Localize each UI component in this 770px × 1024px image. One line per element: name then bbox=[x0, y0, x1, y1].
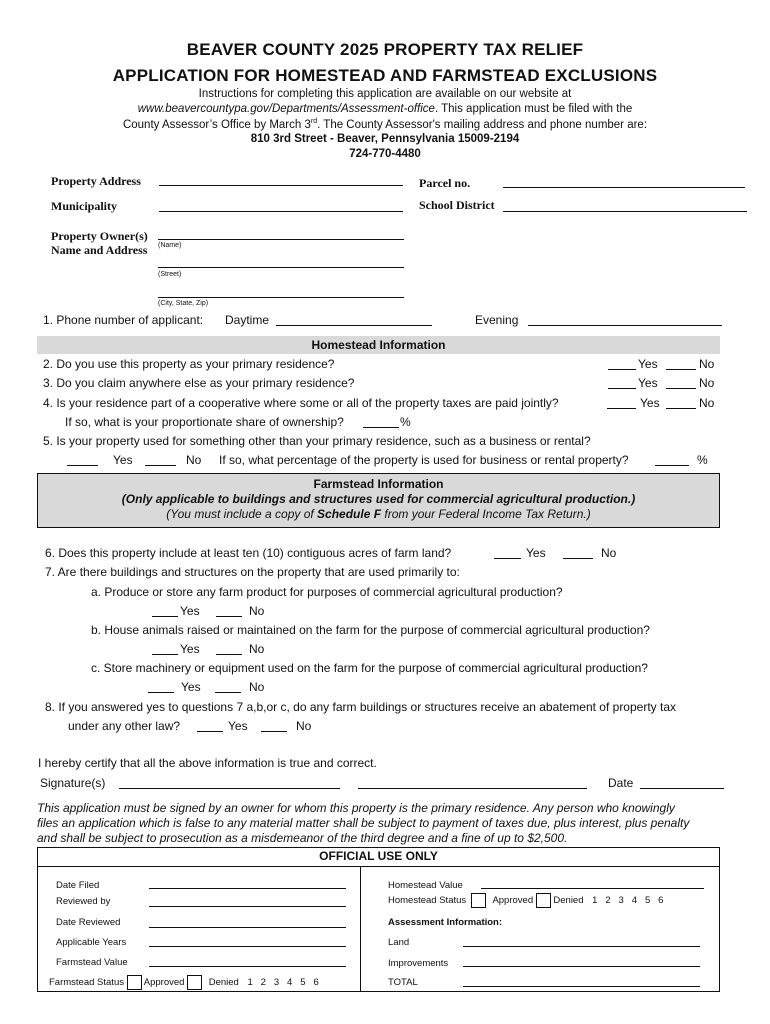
farmstead-sub2 bbox=[38, 507, 719, 521]
reviewed-by-field[interactable] bbox=[149, 906, 346, 907]
q5-text: 5. Is your property used for something other than your primary residence, such as a business or rental? bbox=[43, 434, 591, 448]
name-hint: (Name) bbox=[158, 242, 182, 249]
q5-yes: Yes bbox=[113, 453, 133, 467]
farmstead-sub2-c: from your Federal Income Tax Return.) bbox=[381, 507, 591, 521]
q8-no-blank[interactable] bbox=[261, 731, 287, 732]
homestead-value-field[interactable] bbox=[481, 888, 704, 889]
q2-text: 2. Do you use this property as your primary residence? bbox=[43, 357, 335, 371]
homestead-header: Homestead Information bbox=[311, 338, 446, 352]
warning-line1: This application must be signed by an owner for whom this property is the primary residence. Any person who knowingly bbox=[37, 801, 675, 815]
total-label: TOTAL bbox=[388, 977, 418, 988]
q8-text: 8. If you answered yes to questions 7 a,b,or c, do any farm buildings or structures receive an abatement of property tax bbox=[45, 700, 677, 714]
date-reviewed-field[interactable] bbox=[149, 927, 346, 928]
homestead-header-bar bbox=[37, 336, 720, 354]
improvements-field[interactable] bbox=[463, 966, 700, 967]
q6-text: 6. Does this property include at least ten (10) contiguous acres of farm land? bbox=[45, 546, 452, 560]
q7b-no-blank[interactable] bbox=[216, 654, 242, 655]
q6-no-blank[interactable] bbox=[563, 558, 593, 559]
assessor-address: 810 3rd Street - Beaver, Pennsylvania 15009-2194 bbox=[250, 133, 520, 145]
q8-no: No bbox=[296, 719, 312, 733]
instructions-line1: Instructions for completing this application are available on our website at bbox=[198, 88, 572, 100]
q7c-text: c. Store machinery or equipment used on the farm for the purpose of commercial agricultural production? bbox=[91, 661, 648, 675]
q8-yes: Yes bbox=[228, 719, 248, 733]
farmstead-sub2-a: (You must include a copy of bbox=[166, 507, 318, 521]
q3-yes: Yes bbox=[638, 376, 658, 390]
homestead-approved-label: Approved bbox=[492, 895, 534, 907]
website-link[interactable]: www.beavercountypa.gov/Departments/Assessment-office bbox=[137, 103, 435, 115]
q4-no: No bbox=[699, 396, 715, 410]
q2-yes: Yes bbox=[638, 357, 658, 371]
farmstead-value-label: Farmstead Value bbox=[56, 957, 128, 968]
homestead-denied-checkbox[interactable] bbox=[536, 893, 551, 908]
q7c-no-blank[interactable] bbox=[215, 692, 241, 693]
warning-line2: files an application which is false to any material matter shall be subject to payment of taxes due, plus interest, plus penalty bbox=[37, 816, 690, 830]
q7a-yes-blank[interactable] bbox=[152, 616, 178, 617]
q5-no-blank[interactable] bbox=[145, 465, 176, 466]
q5b-text: If so, what percentage of the property is used for business or rental property? bbox=[219, 453, 629, 467]
q7a-text: a. Produce or store any farm product for purposes of commercial agricultural production? bbox=[91, 585, 563, 599]
instructions-line2-rest: . This application must be filed with the bbox=[434, 103, 633, 115]
homestead-denied-label: Denied bbox=[553, 895, 584, 907]
q7a-no: No bbox=[249, 604, 265, 618]
date-label: Date bbox=[608, 776, 634, 790]
land-label: Land bbox=[388, 937, 410, 948]
date-field[interactable] bbox=[640, 788, 724, 789]
q4-yes: Yes bbox=[640, 396, 660, 410]
signature-label: Signature(s) bbox=[40, 776, 106, 790]
municipality-field[interactable] bbox=[159, 211, 403, 212]
q4b-text: If so, what is your proportionate share of ownership? bbox=[65, 415, 344, 429]
q5-no: No bbox=[186, 453, 202, 467]
evening-phone-field[interactable] bbox=[528, 325, 722, 326]
farmstead-approved-checkbox[interactable] bbox=[127, 975, 142, 990]
owner-label-1: Property Owner(s) bbox=[51, 229, 148, 243]
q2-no-blank[interactable] bbox=[666, 369, 696, 370]
q7b-yes: Yes bbox=[180, 642, 200, 656]
instructions-line3 bbox=[0, 118, 770, 131]
q7b-yes-blank[interactable] bbox=[152, 654, 178, 655]
farmstead-sub2-b: Schedule F bbox=[317, 507, 382, 521]
q4-no-blank[interactable] bbox=[666, 408, 696, 409]
q5-yes-blank[interactable] bbox=[67, 465, 98, 466]
homestead-approved-checkbox[interactable] bbox=[471, 893, 486, 908]
form-title-line1: BEAVER COUNTY 2025 PROPERTY TAX RELIEF bbox=[186, 40, 584, 59]
owner-street-field[interactable] bbox=[158, 267, 404, 268]
official-use-header: OFFICIAL USE ONLY bbox=[37, 847, 720, 867]
date-filed-field[interactable] bbox=[149, 888, 346, 889]
q8-yes-blank[interactable] bbox=[197, 731, 223, 732]
q3-no: No bbox=[699, 376, 715, 390]
certify-text: I hereby certify that all the above information is true and correct. bbox=[38, 756, 377, 770]
farmstead-value-field[interactable] bbox=[149, 966, 346, 967]
q7c-no: No bbox=[249, 680, 265, 694]
school-district-field[interactable] bbox=[503, 211, 747, 212]
q7a-no-blank[interactable] bbox=[216, 616, 242, 617]
reviewed-by-label: Reviewed by bbox=[56, 896, 111, 907]
warning-line3: and shall be subject to prosecution as a misdemeanor of the third degree and a fine of up to $2,500. bbox=[37, 831, 568, 845]
q8b-text: under any other law? bbox=[68, 719, 181, 733]
property-address-field[interactable] bbox=[159, 185, 403, 186]
instructions-line3-sup: rd bbox=[310, 118, 318, 125]
homestead-years: 1 2 3 4 5 6 bbox=[592, 895, 664, 907]
q4-yes-blank[interactable] bbox=[607, 408, 636, 409]
homestead-value-label: Homestead Value bbox=[388, 880, 463, 891]
daytime-label: Daytime bbox=[225, 313, 270, 327]
q4-text: 4. Is your residence part of a cooperative where some or all of the property taxes are paid jointly? bbox=[43, 396, 559, 410]
property-address-label: Property Address bbox=[51, 174, 141, 188]
q6-yes: Yes bbox=[526, 546, 546, 560]
homestead-status-row bbox=[388, 893, 663, 908]
signature-field-1[interactable] bbox=[119, 788, 340, 789]
q3-no-blank[interactable] bbox=[666, 388, 696, 389]
q7b-no: No bbox=[249, 642, 265, 656]
parcel-field[interactable] bbox=[503, 187, 745, 188]
form-title-line2: APPLICATION FOR HOMESTEAD AND FARMSTEAD EXCLUSIONS bbox=[112, 66, 658, 85]
q7a-yes: Yes bbox=[180, 604, 200, 618]
farmstead-approved-label: Approved bbox=[143, 977, 185, 989]
q7-text: 7. Are there buildings and structures on the property that are used primarily to: bbox=[45, 565, 460, 579]
city-hint: (City, State, Zip) bbox=[158, 300, 209, 307]
daytime-phone-field[interactable] bbox=[276, 325, 432, 326]
official-divider bbox=[360, 867, 361, 992]
date-reviewed-label: Date Reviewed bbox=[56, 917, 121, 928]
assessor-phone: 724-770-4480 bbox=[349, 148, 421, 160]
assessment-info-label: Assessment Information: bbox=[388, 917, 503, 928]
farmstead-header-box bbox=[37, 473, 720, 528]
school-district-label: School District bbox=[419, 198, 495, 212]
farmstead-status-label: Farmstead Status bbox=[49, 977, 124, 989]
instructions-line2 bbox=[0, 103, 770, 115]
q3-yes-blank[interactable] bbox=[608, 388, 636, 389]
q7b-text: b. House animals raised or maintained on the farm for the purpose of commercial agricultural production? bbox=[91, 623, 650, 637]
owner-name-field[interactable] bbox=[158, 239, 404, 240]
owner-city-field[interactable] bbox=[158, 297, 404, 298]
official-use-box bbox=[37, 847, 720, 992]
q6-no: No bbox=[601, 546, 617, 560]
municipality-label: Municipality bbox=[51, 199, 118, 213]
land-field[interactable] bbox=[463, 946, 700, 947]
q4b-pct: % bbox=[400, 415, 411, 429]
date-filed-label: Date Filed bbox=[56, 880, 100, 891]
q4b-share-field[interactable] bbox=[363, 427, 399, 428]
farmstead-header: Farmstead Information bbox=[313, 477, 444, 491]
instructions-line3-b: . The County Assessor's mailing address and phone number are: bbox=[317, 118, 648, 131]
farmstead-denied-checkbox[interactable] bbox=[187, 975, 202, 990]
farmstead-sub1: (Only applicable to buildings and structures used for commercial agricultural production.) bbox=[121, 492, 636, 506]
farmstead-years: 1 2 3 4 5 6 bbox=[247, 977, 319, 989]
q5b-pct-field[interactable] bbox=[655, 465, 689, 466]
q6-yes-blank[interactable] bbox=[494, 558, 521, 559]
instructions-line3-a: County Assessor’s Office by March 3 bbox=[122, 118, 311, 131]
phone-label: 1. Phone number of applicant: bbox=[43, 313, 204, 327]
signature-field-2[interactable] bbox=[358, 788, 587, 789]
evening-label: Evening bbox=[475, 313, 519, 327]
parcel-label: Parcel no. bbox=[419, 176, 471, 190]
q7c-yes: Yes bbox=[181, 680, 201, 694]
q2-yes-blank[interactable] bbox=[608, 369, 636, 370]
q3-text: 3. Do you claim anywhere else as your primary residence? bbox=[43, 376, 355, 390]
q2-no: No bbox=[699, 357, 715, 371]
homestead-status-label: Homestead Status bbox=[388, 895, 467, 907]
q5b-pct: % bbox=[697, 453, 708, 467]
q7c-yes-blank[interactable] bbox=[148, 692, 174, 693]
farmstead-denied-label: Denied bbox=[208, 977, 239, 989]
improvements-label: Improvements bbox=[388, 958, 449, 969]
total-field[interactable] bbox=[463, 986, 700, 987]
applicable-years-label: Applicable Years bbox=[56, 937, 127, 948]
owner-label-2: Name and Address bbox=[51, 243, 148, 257]
applicable-years-field[interactable] bbox=[149, 946, 346, 947]
street-hint: (Street) bbox=[158, 271, 182, 278]
farmstead-status-row bbox=[49, 975, 319, 990]
